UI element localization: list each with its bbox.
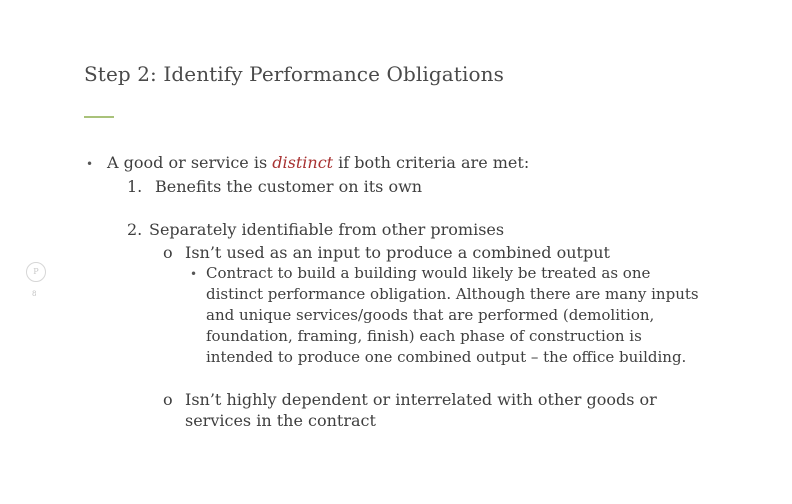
sub-bullet-1-text: Isn’t used as an input to produce a combined output [185, 243, 610, 262]
example-line-1: Contract to build a building would likely be treated as one [206, 264, 651, 282]
slide-title: Step 2: Identify Performance Obligations [84, 62, 504, 86]
example-line-3: and unique services/goods that are performed (demolition, [206, 306, 655, 324]
sub-bullet-2-line-1: Isn’t highly dependent or interrelated with other goods or [185, 390, 657, 409]
sub-bullet-2-line-2: services in the contract [185, 411, 376, 430]
distinct-term: distinct [272, 153, 334, 172]
criterion-2-text: Separately identifiable from other promises [149, 220, 505, 239]
logo-icon: P [26, 262, 46, 282]
sub-bullet-1-marker: o [163, 243, 173, 262]
title-underline [84, 116, 114, 118]
example-line-5: intended to produce one combined output – the office building. [206, 348, 687, 366]
bullet-intro [107, 153, 529, 172]
example-line-4: foundation, framing, finish) each phase of construction is [206, 327, 642, 345]
example-bullet-dot-icon: • [190, 267, 198, 281]
example-line-2: distinct performance obligation. Although there are many inputs [206, 285, 699, 303]
page-number: 8 [32, 290, 37, 298]
criterion-2-number: 2. [127, 220, 143, 239]
intro-text-post: if both criteria are met: [333, 153, 530, 172]
criterion-1-number: 1. [127, 177, 143, 196]
bullet-dot-icon: • [86, 157, 94, 171]
criterion-1-text: Benefits the customer on its own [155, 177, 423, 196]
intro-text-pre: A good or service is [107, 153, 273, 172]
sub-bullet-2-marker: o [163, 390, 173, 409]
